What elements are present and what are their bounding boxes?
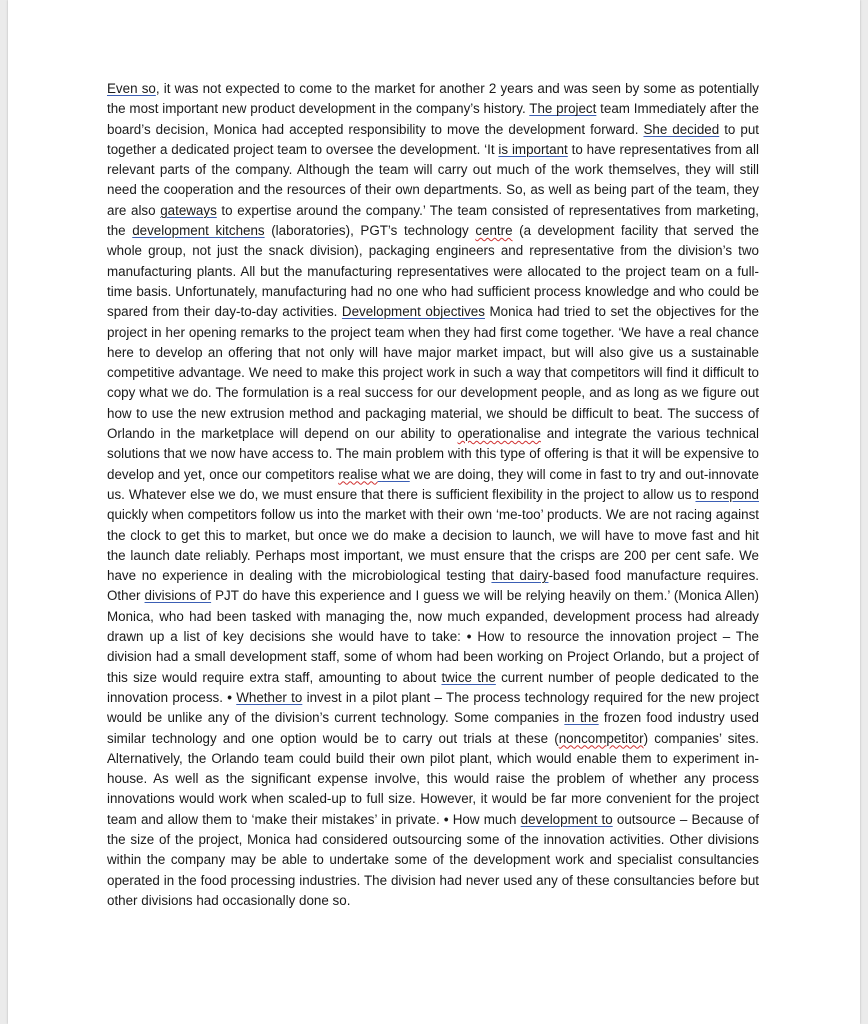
text-run: Monica had tried to set the objectives for the project in her opening remarks to the project team when they had first come together. ‘We have a real chance here to develop an offering that not only will have major market impact, but will also give us a sustainable competitive advantage. We need to make this project work in such a way that competitors will find it difficult to copy what we do. The formulation is a real success for our development people, and as long as we figure out how to use the new extrusion method and packaging material, we should be difficult to beat. The success of Orlando in the marketplace will depend on our ability to [107,304,759,442]
text-run: to expertise around the company.’ The team consisted of representatives from marketing, the [107,202,759,239]
document-page [8,0,860,1024]
text-run: invest in a pilot plant – The process technology required for the new project would be unlike any of the division’s current technology. Some companies [107,689,759,726]
text-run: frozen food industry used similar technology and one option would be to carry out trials at these ( [107,710,759,746]
text-run: in the [564,710,599,726]
text-run: team Immediately after the board’s decision, Monica had accepted responsibility to move the development forward. [107,101,759,137]
text-run: what [381,466,410,482]
text-run: outsource – Because of the size of the project, Monica had considered outsourcing some of the innovation activities. Other divisions within the company may be able to undertake some of the development work and specialist consultancies operated in the food processing industries. The division had never used any of these consultancies before but other divisions had occasionally done so. [107,811,759,908]
document-body[interactable] [107,79,759,911]
bullet-1: • [466,629,472,645]
text-run: twice the [441,669,496,685]
text-run: quickly when competitors follow us into the market with their own ‘me-too’ products. We are not racing against the clock to get this to market, but once we do make a decision to launch, we will have to move fast and hit the launch date reliably. Perhaps most important, we must ensure that the crisps are 200 per cent safe. We have no experience in dealing with the microbiological testing [107,507,759,584]
text-run: that dairy [491,568,549,584]
text-run: Development objectives [341,304,485,320]
text-run: Whether to [236,689,303,705]
text-run: to have representatives from all relevant parts of the company. Although the team will carry out much of the work themselves, they will still need the cooperation and the resources of their own departments. So, as well as being part of the team, they are also [107,141,759,218]
text-run: , it was not expected to come to the market for another 2 years and was seen by some as potentially the most important new product development in the company’s history. [107,81,759,117]
spelling-flag: centre [475,223,513,239]
text-run: She decided [643,121,720,137]
bullet-3: • [443,811,449,827]
text-run: and integrate the various technical solutions that we now have access to. The main problem with this type of offering is that it will be expensive to develop and yet, once our competitors [107,426,759,482]
spelling-flag: operationalise [457,426,541,442]
text-run: development to [520,811,613,827]
spelling-flag: realise [338,466,378,482]
text-run: development kitchens [132,223,265,239]
text-run: (a development facility that served the whole group, not just the snack division), packaging engineers and representative from the division’s two manufacturing plants. All but the manufacturing representatives were allocated to the project team on a full-time basis. Unfortunately, manufacturing had no one who had sufficient process knowledge and who could be spared from their day-to-day activities. [107,223,759,320]
text-run: to put together a dedicated project team to oversee the development. ‘It [107,121,760,157]
text-run: to respond [695,486,759,502]
text-run: divisions of [144,588,212,604]
text-run: -based food manufacture requires. Other [107,568,759,604]
text-run: we are doing, they will come in fast to try and out-innovate us. Whatever else we do, we must ensure that there is sufficient flexibility in the project to allow us [107,466,759,502]
text-run: The project [529,101,597,117]
text-run: Even so [107,81,156,96]
text-run: is important [498,141,568,157]
text-run: PJT do have this experience and I guess we will be relying heavily on them.’ (Monica Allen) Monica, who had been tasked with managing the, now much expanded, development process had already drawn up a list of key decisions she would have to take: [107,588,759,645]
text-run: current number of people dedicated to the innovation process. [107,669,759,705]
text-run: gateways [160,202,217,218]
bullet-2: • [227,689,232,705]
text-run: How to resource the innovation project – The division had a small development staff, some of whom had been working on Project Orlando, but a project of this size would require extra staff, amounting to about [107,629,760,685]
text-run: ) companies’ sites. Alternatively, the Orlando team could build their own pilot plant, which would enable them to experiment in-house. As well as the significant expense involve, this would raise the problem of whether any process innovations would work when scaled-up to full size. However, it would be far more convenient for the project team and allow them to ‘make their mistakes’ in private. [107,730,760,827]
text-run: How much [448,811,521,827]
text-run: (laboratories), PGT’s technology [264,223,476,239]
spelling-flag: noncompetitor [558,730,644,746]
